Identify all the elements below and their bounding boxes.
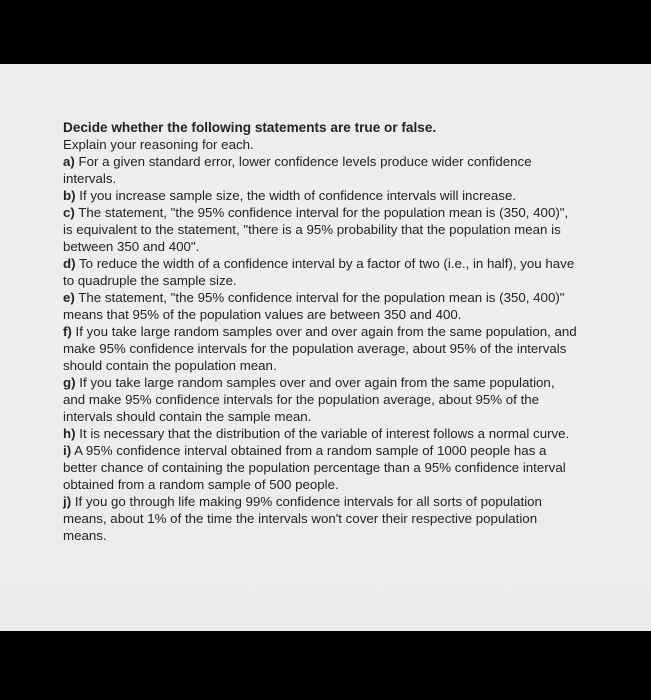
statement-text: The statement, "the 95% confidence interval for the population mean is (350, 400)" [74,290,565,305]
statement-label: i) [63,443,72,458]
question-title: Decide whether the following statements are true or false. [63,120,437,135]
statement-g-line-3: intervals should contain the sample mean. [63,409,312,424]
statement-label: d) [63,256,76,271]
statement-text: If you take large random samples over and over again from the same population, [75,375,555,390]
statement-label: b) [63,188,76,203]
statement-label: h) [63,426,76,441]
question-text-block [63,119,623,544]
statement-e-line-2: means that 95% of the population values are between 350 and 400. [63,307,462,322]
question-instruction: Explain your reasoning for each. [63,137,254,152]
statement-i-line-2: better chance of containing the population percentage than a 95% confidence interval [63,460,566,475]
document-photo [0,64,651,631]
statement-g-line-1 [63,374,623,391]
statement-c-line-1 [63,204,623,221]
statement-label: g) [63,375,76,390]
statement-label: j) [63,494,72,509]
statement-c-line-2: is equivalent to the statement, "there is a 95% probability that the population mean is [63,222,561,237]
statement-text: A 95% confidence interval obtained from a random sample of 1000 people has a [71,443,547,458]
statement-text: If you go through life making 99% confidence intervals for all sorts of population [71,494,542,509]
statement-d-line-2: to quadruple the sample size. [63,273,237,288]
statement-i-line-1 [63,442,623,459]
bottom-black-bar [0,631,651,700]
statement-a-line-1 [63,153,623,170]
statement-j-line-3: means. [63,528,107,543]
statement-i-line-3: obtained from a random sample of 500 people. [63,477,339,492]
statement-label: c) [63,205,75,220]
top-black-bar [0,0,651,64]
statement-text: If you increase sample size, the width of confidence intervals will increase. [75,188,517,203]
statement-b-line-1 [63,187,623,204]
statement-f-line-1 [63,323,623,340]
statement-f-line-3: should contain the population mean. [63,358,277,373]
statement-label: f) [63,324,72,339]
statement-text: To reduce the width of a confidence interval by a factor of two (i.e., in half), you have [75,256,575,271]
statement-text: The statement, "the 95% confidence interval for the population mean is (350, 400)", [74,205,569,220]
statement-label: a) [63,154,75,169]
statement-text: For a given standard error, lower confidence levels produce wider confidence [74,154,532,169]
statement-text: If you take large random samples over and over again from the same population, and [71,324,577,339]
statement-text: It is necessary that the distribution of the variable of interest follows a normal curve. [75,426,570,441]
statement-j-line-1 [63,493,623,510]
statement-j-line-2: means, about 1% of the time the intervals won't cover their respective population [63,511,538,526]
statement-g-line-2: and make 95% confidence intervals for the population average, about 95% of the [63,392,540,407]
statement-a-line-2: intervals. [63,171,117,186]
statement-h-line-1 [63,425,623,442]
statement-f-line-2: make 95% confidence intervals for the population average, about 95% of the intervals [63,341,567,356]
statement-e-line-1 [63,289,623,306]
statement-label: e) [63,290,75,305]
statement-c-line-3: between 350 and 400". [63,239,200,254]
statement-d-line-1 [63,255,623,272]
